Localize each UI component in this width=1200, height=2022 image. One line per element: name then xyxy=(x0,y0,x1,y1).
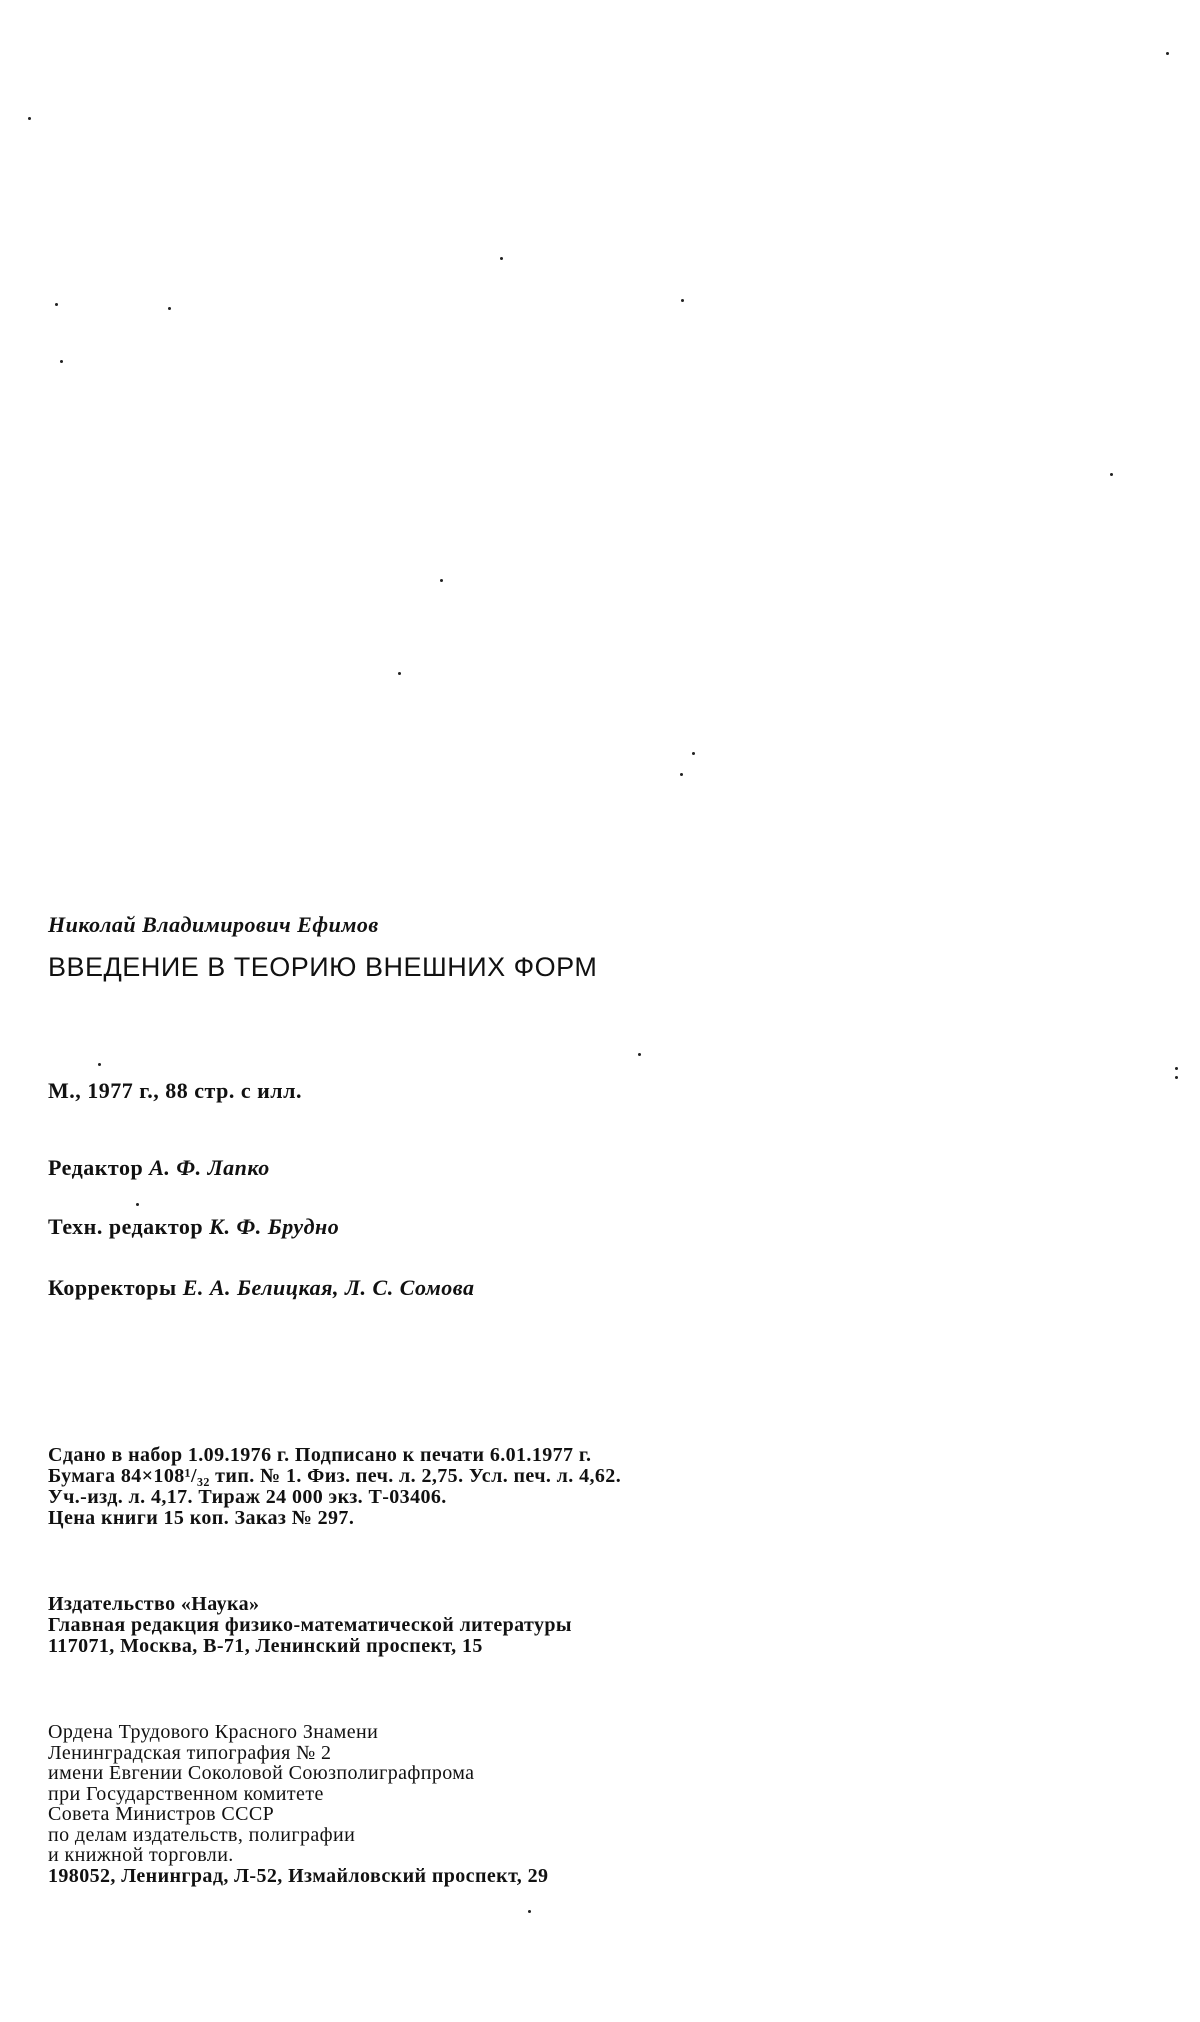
tech-editor-name: К. Ф. Брудно xyxy=(209,1214,340,1239)
scan-speck xyxy=(500,257,503,260)
correctors-label: Корректоры xyxy=(48,1275,177,1300)
print-info-block xyxy=(48,1445,621,1529)
author-name: Николай Владимирович Ефимов xyxy=(48,912,379,937)
publisher-info-line: 117071, Москва, В-71, Ленинский проспект, 15 xyxy=(48,1635,483,1657)
print-info-line: Бумага 84×108¹/₃₂ тип. № 1. Физ. печ. л. 2,75. Усл. печ. л. 4,62. xyxy=(48,1465,622,1487)
scan-speck xyxy=(1110,473,1113,476)
editor-name: А. Ф. Лапко xyxy=(149,1155,270,1180)
scan-speck xyxy=(1175,1076,1178,1079)
editor-credit xyxy=(48,1155,270,1181)
printer-info-line: Ленинградская типография № 2 xyxy=(48,1741,332,1764)
editor-label: Редактор xyxy=(48,1155,144,1180)
scan-speck xyxy=(1175,1067,1178,1070)
print-info-line: Цена книги 15 коп. Заказ № 297. xyxy=(48,1507,355,1529)
scan-speck xyxy=(398,672,401,675)
printer-info-line: Совета Министров СССР xyxy=(48,1803,275,1825)
print-info-line: Сдано в набор 1.09.1976 г. Подписано к печати 6.01.1977 г. xyxy=(48,1444,592,1466)
scan-speck xyxy=(168,307,171,310)
correctors-names: Е. А. Белицкая, Л. С. Сомова xyxy=(182,1275,475,1300)
printer-info-line: при Государственном комитете xyxy=(48,1782,324,1805)
publication-data: М., 1977 г., 88 стр. с илл. xyxy=(48,1078,302,1103)
printer-info-line: имени Евгении Соколовой Союзполиграфпрома xyxy=(48,1762,475,1784)
scan-speck xyxy=(28,117,31,120)
printer-info-line: Ордена Трудового Красного Знамени xyxy=(48,1721,379,1743)
publisher-info-block xyxy=(48,1594,572,1657)
scan-speck xyxy=(136,1203,139,1206)
scan-speck xyxy=(55,303,58,306)
publisher-info-line: Издательство «Наука» xyxy=(48,1593,260,1615)
scan-speck xyxy=(98,1063,101,1066)
print-info-line: Уч.-изд. л. 4,17. Тираж 24 000 экз. Т-03406. xyxy=(48,1486,447,1508)
tech-editor-label: Техн. редактор xyxy=(48,1214,204,1239)
scan-speck xyxy=(681,299,684,302)
publisher-info-line: Главная редакция физико-математической литературы xyxy=(48,1614,572,1636)
scan-speck xyxy=(680,773,683,776)
tech-editor-credit xyxy=(48,1214,339,1240)
scan-speck xyxy=(440,579,443,582)
printer-info-line: и книжной торговли. xyxy=(48,1844,234,1866)
printer-info-line: по делам издательств, полиграфии xyxy=(48,1823,356,1846)
book-title: ВВЕДЕНИЕ В ТЕОРИЮ ВНЕШНИХ ФОРМ xyxy=(48,952,598,982)
scan-speck xyxy=(60,360,63,363)
correctors-credit xyxy=(48,1275,474,1301)
scan-speck xyxy=(1166,52,1169,55)
printer-address: 198052, Ленинград, Л-52, Измайловский проспект, 29 xyxy=(48,1864,549,1887)
printer-info-block xyxy=(48,1722,548,1886)
scan-speck xyxy=(692,752,695,755)
scan-speck xyxy=(638,1053,641,1056)
scan-speck xyxy=(528,1910,531,1913)
